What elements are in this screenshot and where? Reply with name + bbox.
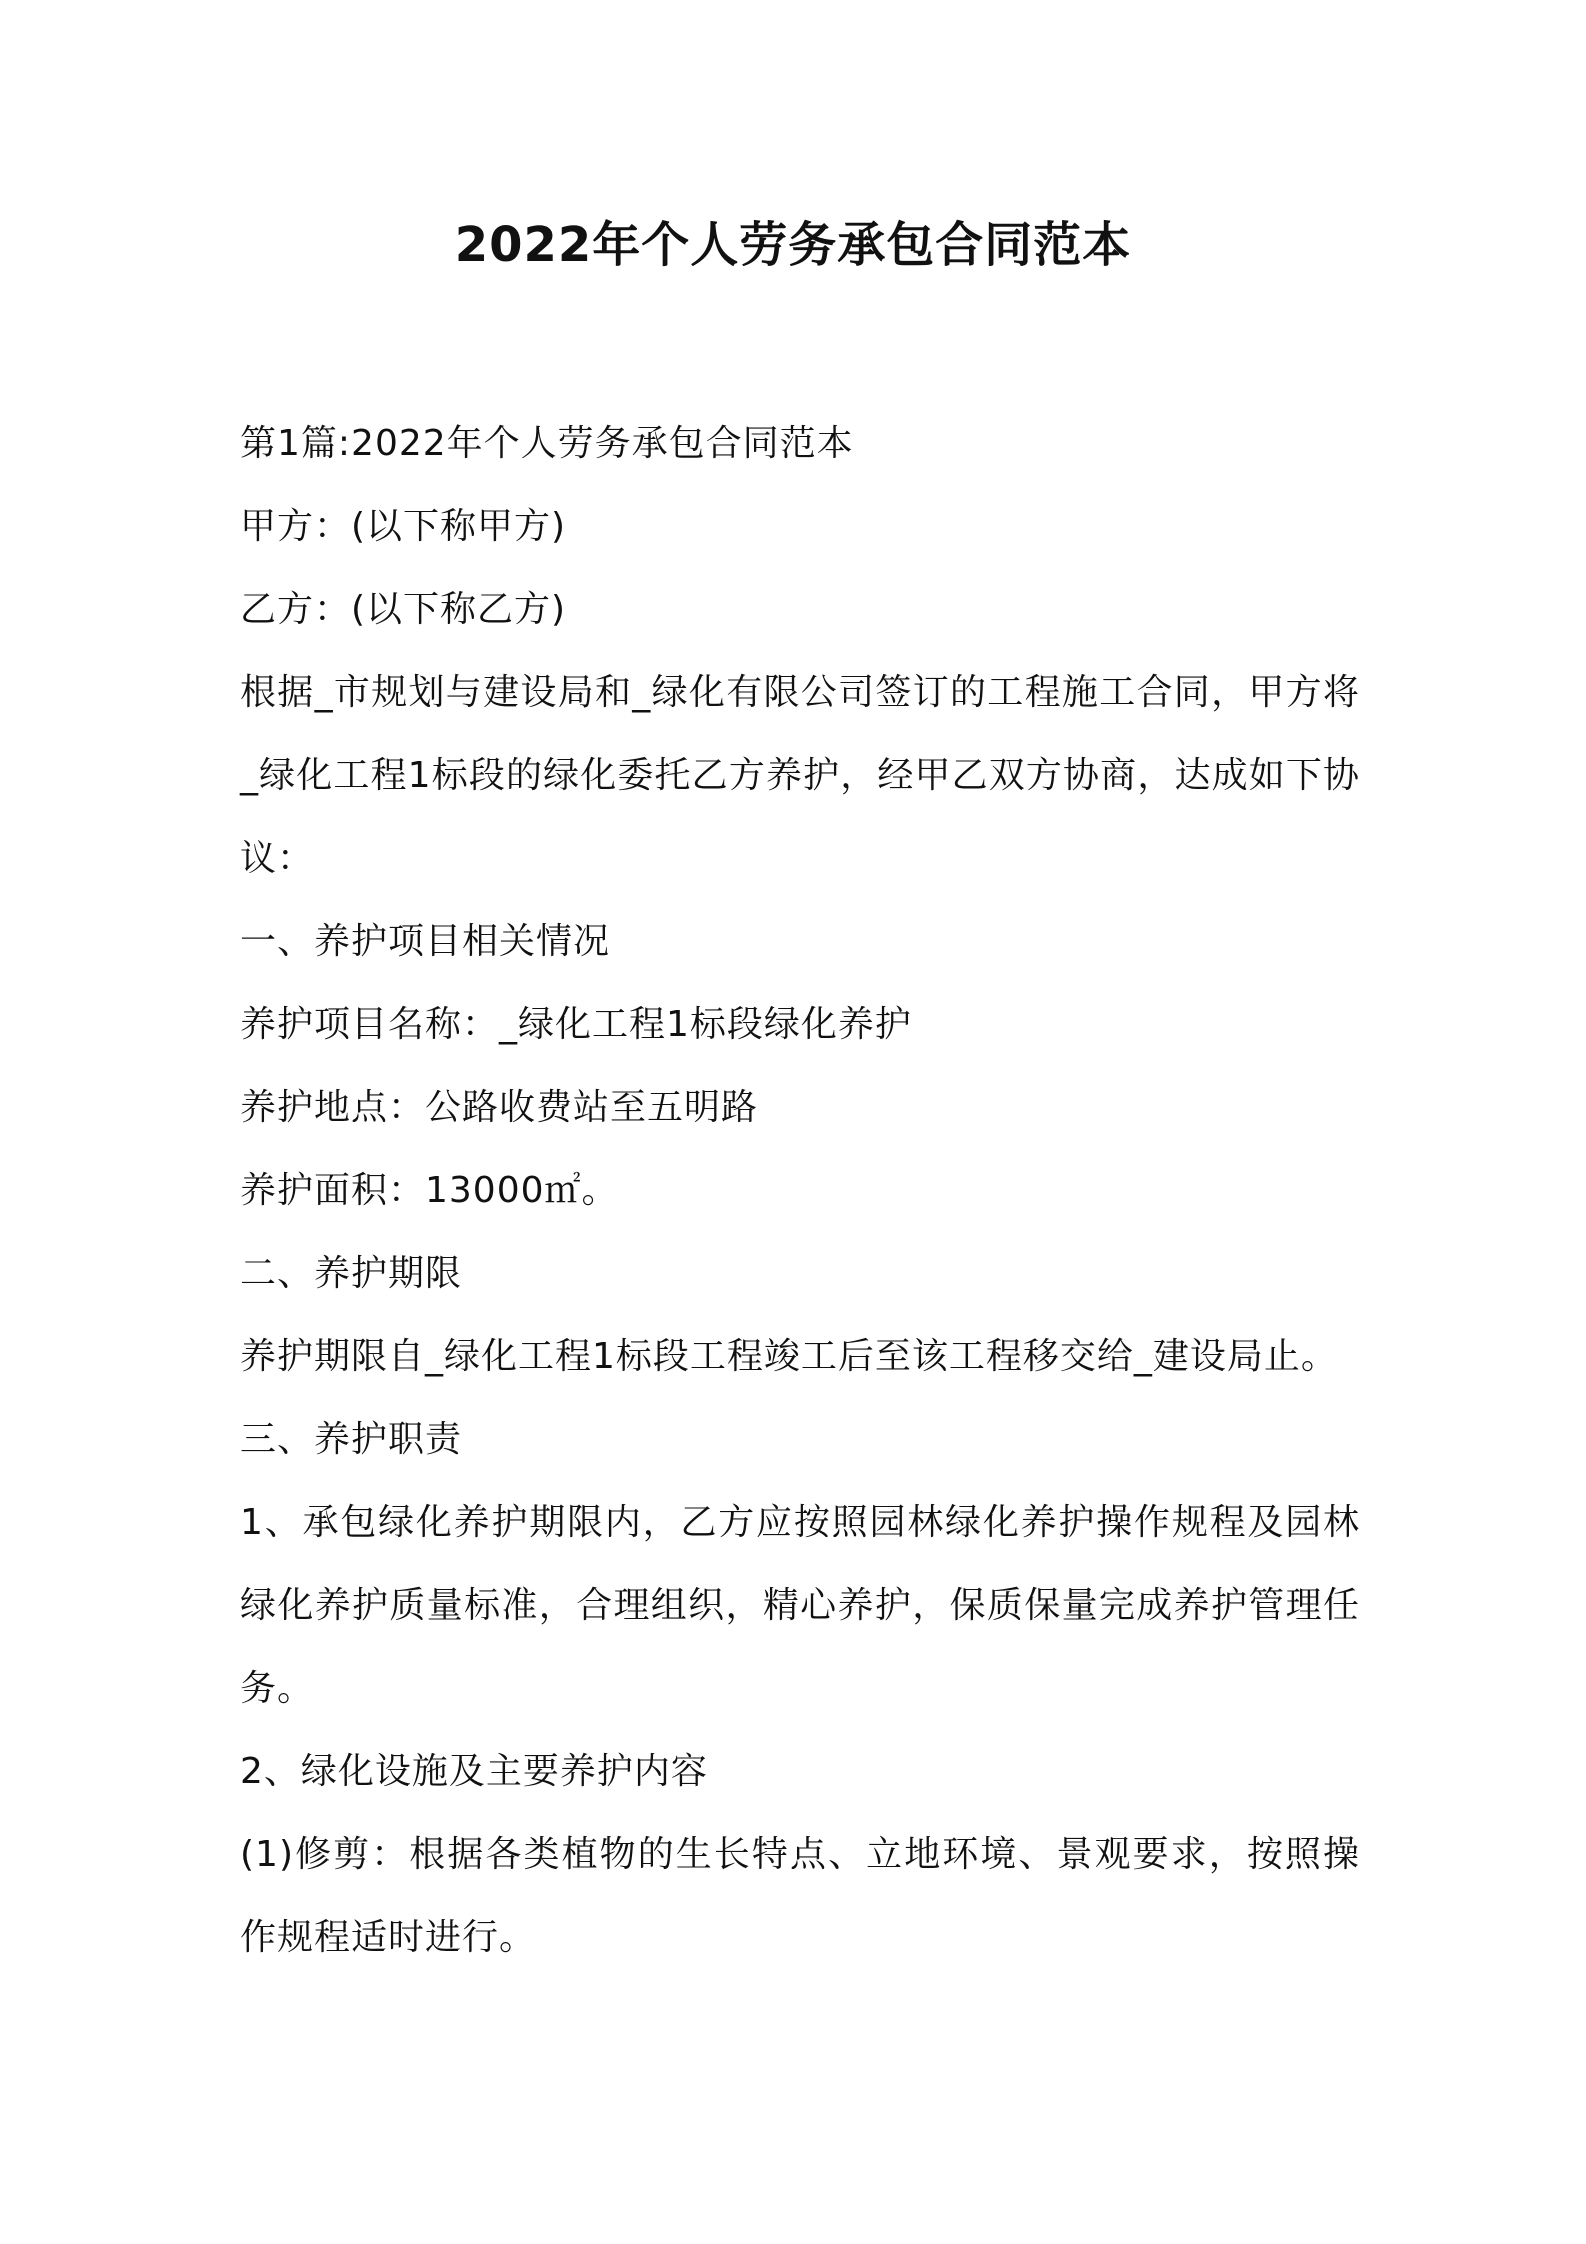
period-paragraph: 养护期限自_绿化工程1标段工程竣工后至该工程移交给_建设局止。 [240, 1336, 1338, 1377]
section-3-title: 三、养护职责 [240, 1419, 463, 1460]
document-title: 2022年个人劳务承包合同范本 [454, 217, 1132, 273]
party-a-line: 甲方：(以下称甲方) [240, 506, 567, 547]
area-line: 养护面积：13000㎡。 [240, 1170, 619, 1211]
intro-paragraph: 根据_市规划与建设局和_绿化有限公司签订的工程施工合同，甲方将_绿化工程1标段的绿化委托乙方养护，经甲乙双方协商，达成如下协议： [240, 672, 1360, 879]
section-1-title: 一、养护项目相关情况 [240, 921, 611, 962]
duty-1-paragraph: 1、承包绿化养护期限内，乙方应按照园林绿化养护操作规程及园林绿化养护质量标准，合理组织，精心养护，保质保量完成养护管理任务。 [240, 1502, 1360, 1709]
chapter-heading: 第1篇:2022年个人劳务承包合同范本 [240, 423, 854, 464]
pruning-paragraph: (1)修剪：根据各类植物的生长特点、立地环境、景观要求，按照操作规程适时进行。 [240, 1834, 1360, 1958]
party-b-line: 乙方：(以下称乙方) [240, 589, 567, 630]
duty-2-title: 2、绿化设施及主要养护内容 [240, 1751, 708, 1792]
project-name-line: 养护项目名称：_绿化工程1标段绿化养护 [240, 1004, 912, 1045]
location-line: 养护地点：公路收费站至五明路 [240, 1087, 759, 1128]
document-body [240, 402, 1360, 1979]
section-2-title: 二、养护期限 [240, 1253, 463, 1294]
